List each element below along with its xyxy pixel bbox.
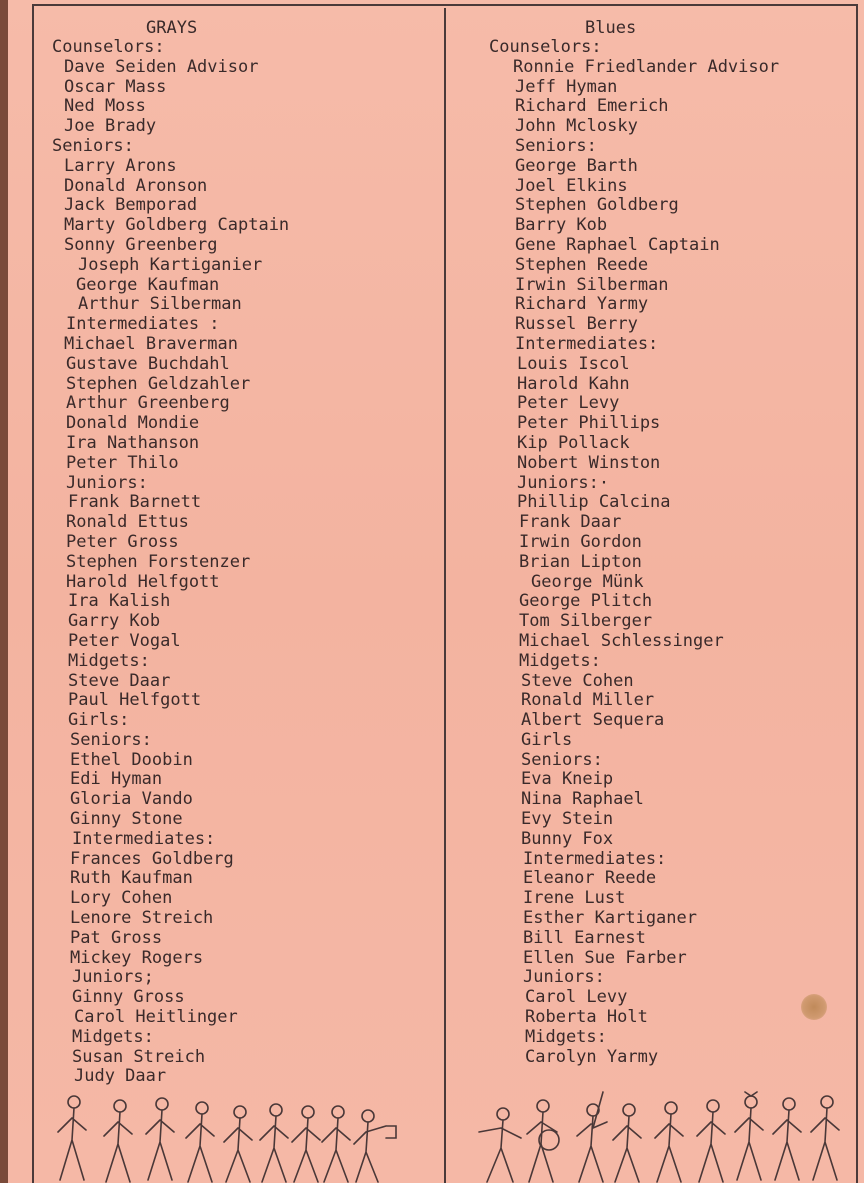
blues-roster-line: Albert Sequera (521, 710, 665, 731)
blues-roster-line: Jeff Hyman (515, 76, 618, 97)
grays-roster-line: Larry Arons (64, 155, 177, 176)
grays-roster-line: Garry Kob (68, 611, 161, 632)
marching-figures-left-illustration (40, 1088, 400, 1183)
blues-roster-line: Irwin Silberman (515, 274, 669, 295)
grays-roster-line: Joseph Kartiganier (78, 254, 263, 275)
grays-roster (52, 38, 437, 1087)
grays-roster-line: Lenore Streich (70, 908, 214, 929)
grays-roster-line: Ginny Gross (72, 987, 185, 1008)
grays-roster-line: Sonny Greenberg (64, 234, 218, 255)
blues-roster-line: Kip Pollack (517, 432, 630, 453)
blues-roster-line: Nobert Winston (517, 452, 661, 473)
grays-roster-line: Gloria Vando (70, 789, 193, 810)
grays-roster-line: Lory Cohen (70, 888, 173, 909)
blues-roster-line: Midgets: (525, 1026, 607, 1047)
grays-roster-line: Peter Gross (66, 531, 179, 552)
blues-roster-line: George Barth (515, 155, 638, 176)
grays-roster-line: Donald Aronson (64, 175, 208, 196)
blues-roster-line: Joel Elkins (515, 175, 628, 196)
grays-roster-line: Gustave Buchdahl (66, 353, 230, 374)
blues-roster-line: Evy Stein (521, 809, 614, 830)
blues-roster-line: Seniors: (521, 749, 603, 770)
grays-roster-line: Intermediates : (66, 314, 220, 335)
grays-roster-line: Susan Streich (72, 1046, 206, 1067)
blues-roster-line: Ellen Sue Farber (523, 947, 687, 968)
blues-roster-line: George Münk (531, 571, 644, 592)
grays-roster-line: Seniors: (70, 729, 152, 750)
grays-roster-line: Steve Daar (68, 670, 171, 691)
blues-roster-line: Intermediates: (523, 848, 667, 869)
grays-roster-line: Jack Bemporad (64, 195, 198, 216)
grays-roster-line: Ned Moss (64, 96, 146, 117)
marching-figures-right-illustration (465, 1088, 855, 1183)
grays-roster-line: Donald Mondie (66, 413, 200, 434)
blues-roster-line: Bunny Fox (521, 828, 614, 849)
blues-column (489, 18, 849, 1067)
grays-roster-line: Counselors: (52, 37, 165, 57)
blues-roster-line: Bill Earnest (523, 927, 646, 948)
grays-roster-line: Arthur Greenberg (66, 393, 230, 414)
grays-roster-line: Marty Goldberg Captain (64, 215, 290, 236)
grays-roster-line: Juniors; (72, 967, 154, 988)
grays-roster-line: Joe Brady (64, 116, 157, 137)
blues-roster-line: Irene Lust (523, 888, 626, 909)
grays-roster-line: Carol Heitlinger (74, 1007, 238, 1028)
grays-roster-line: Stephen Forstenzer (66, 551, 251, 572)
blues-roster (489, 38, 849, 1067)
blues-roster-line: Michael Schlessinger (519, 630, 724, 651)
grays-title: GRAYS (146, 18, 198, 38)
grays-roster-line: Frances Goldberg (70, 848, 234, 869)
blues-title: Blues (585, 18, 637, 38)
grays-roster-line: Judy Daar (74, 1066, 167, 1087)
grays-roster-line: Seniors: (52, 135, 134, 156)
blues-roster-line: Steve Cohen (521, 670, 634, 691)
blues-roster-line: Richard Emerich (515, 96, 669, 117)
blues-roster-line: Harold Kahn (517, 373, 630, 394)
blues-roster-line: Stephen Goldberg (515, 195, 679, 216)
grays-roster-line: Ira Nathanson (66, 432, 200, 453)
grays-roster-line: Intermediates: (72, 828, 216, 849)
blues-roster-line: Girls (521, 729, 573, 750)
blues-roster-line: Richard Yarmy (515, 294, 649, 315)
grays-roster-line: Midgets: (68, 650, 150, 671)
grays-roster-line: Arthur Silberman (78, 294, 242, 315)
blues-roster-line: John Mclosky (515, 116, 638, 137)
blues-roster-line: Roberta Holt (525, 1007, 648, 1028)
grays-roster-line: Midgets: (72, 1026, 154, 1047)
grays-roster-line: Ruth Kaufman (70, 868, 193, 889)
blues-roster-line: Nina Raphael (521, 789, 644, 810)
blues-roster-line: Gene Raphael Captain (515, 234, 720, 255)
grays-roster-line: Peter Thilo (66, 452, 179, 473)
grays-roster-line: Girls: (68, 710, 130, 731)
grays-column (52, 18, 437, 1087)
blues-roster-line: Brian Lipton (519, 551, 642, 572)
grays-roster-line: Juniors: (66, 472, 148, 493)
paper-left-edge (0, 0, 8, 1183)
grays-roster-line: Dave Seiden Advisor (64, 56, 259, 77)
grays-roster-line: Stephen Geldzahler (66, 373, 251, 394)
grays-roster-line: Ginny Stone (70, 809, 183, 830)
grays-roster-line: Ronald Ettus (66, 512, 189, 533)
grays-roster-line: Michael Braverman (64, 333, 238, 354)
blues-roster-line: Carol Levy (525, 987, 628, 1008)
blues-roster-line: Intermediates: (515, 333, 659, 354)
blues-roster-line: Russel Berry (515, 314, 638, 335)
grays-roster-line: Oscar Mass (64, 76, 167, 97)
blues-roster-line: Stephen Reede (515, 254, 649, 275)
grays-roster-line: Mickey Rogers (70, 947, 204, 968)
blues-roster-line: Seniors: (515, 135, 597, 156)
blues-roster-line: Barry Kob (515, 215, 608, 236)
right-border-line (856, 4, 858, 1183)
left-border-line (32, 4, 34, 1183)
blues-roster-line: Juniors: (523, 967, 605, 988)
grays-roster-line: Harold Helfgott (66, 571, 220, 592)
blues-roster-line: Phillip Calcina (517, 492, 671, 513)
grays-roster-line: Pat Gross (70, 927, 163, 948)
grays-roster-line: Ira Kalish (68, 591, 171, 612)
blues-roster-line: George Plitch (519, 591, 653, 612)
blues-roster-line: Ronnie Friedlander Advisor (513, 56, 780, 77)
blues-roster-line: Juniors:· (517, 472, 610, 493)
grays-roster-line: George Kaufman (76, 274, 220, 295)
blues-roster-line: Peter Phillips (517, 413, 661, 434)
column-divider (444, 8, 446, 1183)
blues-roster-line: Eva Kneip (521, 769, 614, 790)
blues-roster-line: Carolyn Yarmy (525, 1046, 659, 1067)
blues-roster-line: Louis Iscol (517, 353, 630, 374)
blues-roster-line: Midgets: (519, 650, 601, 671)
grays-roster-line: Edi Hyman (70, 769, 163, 790)
blues-roster-line: Tom Silberger (519, 611, 653, 632)
blues-roster-line: Esther Kartiganer (523, 908, 697, 929)
blues-roster-line: Counselors: (489, 37, 602, 57)
blues-roster-line: Ronald Miller (521, 690, 655, 711)
blues-roster-line: Eleanor Reede (523, 868, 657, 889)
grays-roster-line: Ethel Doobin (70, 749, 193, 770)
grays-roster-line: Frank Barnett (68, 492, 202, 513)
top-border-line (32, 4, 858, 6)
blues-roster-line: Frank Daar (519, 512, 622, 533)
grays-roster-line: Paul Helfgott (68, 690, 202, 711)
blues-roster-line: Irwin Gordon (519, 531, 642, 552)
grays-roster-line: Peter Vogal (68, 630, 181, 651)
blues-roster-line: Peter Levy (517, 393, 620, 414)
